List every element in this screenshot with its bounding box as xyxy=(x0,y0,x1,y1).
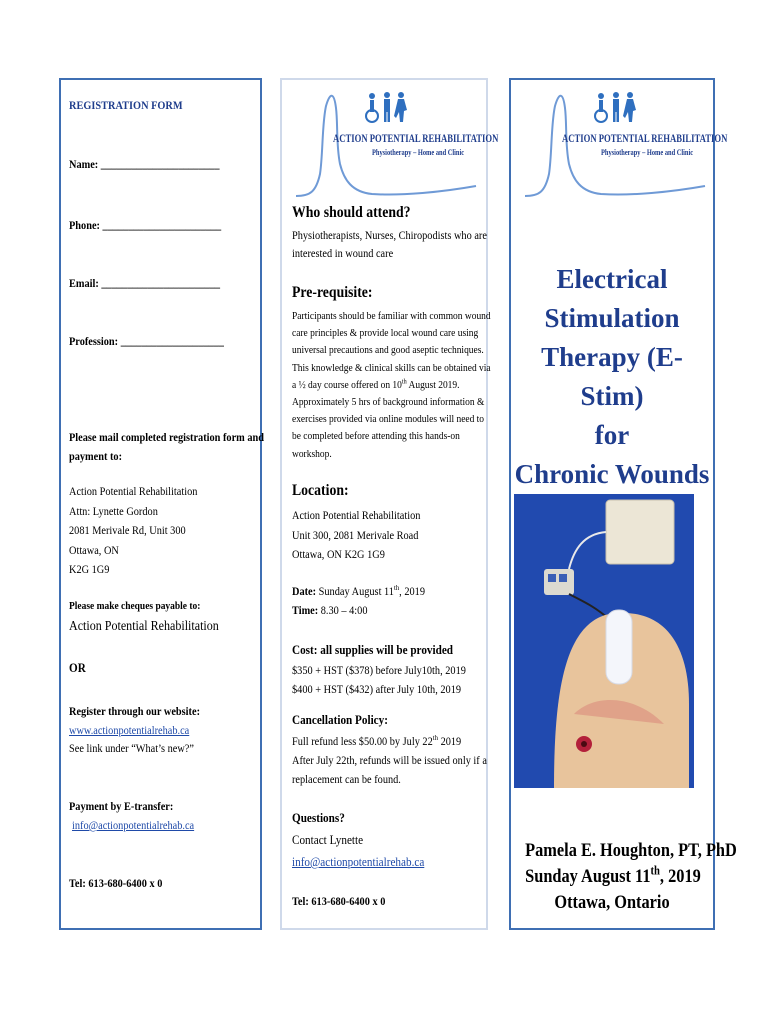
title-line: Chronic Wounds xyxy=(514,459,710,489)
prereq-line: Participants should be familiar with common wound xyxy=(292,310,491,322)
logo-tagline: Physiotherapy – Home and Clinic xyxy=(372,148,465,157)
title-line: for xyxy=(594,420,630,450)
cancel-heading: Cancellation Policy: xyxy=(292,712,388,727)
company-logo xyxy=(292,84,499,202)
cost-heading: Cost: all supplies will be provided xyxy=(292,642,454,657)
name-label: Name: xyxy=(69,157,99,171)
registration-panel xyxy=(59,78,262,930)
email-field[interactable] xyxy=(69,276,220,291)
cancel-line: Full refund less $50.00 by July 22th 2019 xyxy=(292,733,462,748)
tel-text-2: Tel: 613-680-6400 x 0 xyxy=(292,894,386,908)
cancel-text xyxy=(292,732,487,789)
register-label: Register through our website: xyxy=(69,704,201,718)
see-link-text: See link under “What’s new?” xyxy=(69,741,194,755)
mailing-address xyxy=(69,482,197,580)
location-text xyxy=(292,506,420,565)
questions-email-link[interactable]: info@actionpotentialrehab.ca xyxy=(292,854,425,869)
cancel-line: After July 22th, refunds will be issued only if a xyxy=(292,753,487,767)
time-line: Time: 8.30 – 4:00 xyxy=(292,603,368,617)
address-line: Action Potential Rehabilitation xyxy=(69,484,198,498)
presenter-name: Pamela E. Houghton, PT, PhD xyxy=(525,840,737,861)
phone-field[interactable] xyxy=(69,218,221,233)
contact-text: Contact Lynette xyxy=(292,832,364,847)
who-text xyxy=(292,226,487,262)
cancel-line: replacement can be found. xyxy=(292,772,401,786)
who-text-line: interested in wound care xyxy=(292,246,394,260)
mail-instruction xyxy=(69,428,264,466)
phone-blank[interactable]: _______________________ xyxy=(102,218,222,232)
title-line: Stimulation xyxy=(544,303,680,333)
who-text-line: Physiotherapists, Nurses, Chiropodists who are xyxy=(292,228,487,242)
estim-photo xyxy=(514,494,694,788)
mail-instruction-line1: Please mail completed registration form and xyxy=(69,430,264,444)
address-line: 2081 Merivale Rd, Unit 300 xyxy=(69,523,186,537)
date-line: Date: Sunday August 11th, 2019 xyxy=(292,583,425,598)
tel-text: Tel: 613-680-6400 x 0 xyxy=(69,876,163,890)
prereq-line: workshop. xyxy=(292,447,332,460)
name-blank[interactable]: _______________________ xyxy=(100,157,220,171)
location-heading: Location: xyxy=(292,482,349,499)
profession-label: Profession: xyxy=(69,334,119,348)
prereq-line: This knowledge & clinical skills can be obtained via xyxy=(292,361,491,374)
email-label: Email: xyxy=(69,276,99,290)
or-text: OR xyxy=(69,660,86,675)
prereq-line: exercises provided via online modules will need to xyxy=(292,413,485,426)
logo-tagline: Physiotherapy – Home and Clinic xyxy=(601,148,694,157)
email-blank[interactable]: _______________________ xyxy=(101,276,221,290)
address-line: K2G 1G9 xyxy=(69,562,110,576)
mail-instruction-line2: payment to: xyxy=(69,449,123,463)
cost-line: $350 + HST ($378) before July10th, 2019 xyxy=(292,663,466,677)
brochure-title xyxy=(511,260,713,494)
prereq-heading: Pre-requisite: xyxy=(292,284,373,301)
logo-brand: ACTION POTENTIAL REHABILITATION xyxy=(333,131,499,145)
etransfer-label: Payment by E-transfer: xyxy=(69,799,174,813)
cheques-label: Please make cheques payable to: xyxy=(69,600,201,612)
address-line: Attn: Lynette Gordon xyxy=(69,503,158,518)
date-time xyxy=(292,582,425,620)
prereq-course-line: a ½ day course offered on 10th August 2019. xyxy=(292,377,460,391)
who-heading: Who should attend? xyxy=(292,204,411,221)
questions-heading: Questions? xyxy=(292,810,345,825)
phone-label: Phone: xyxy=(69,218,100,232)
prereq-line: Approximately 5 hrs of background information & xyxy=(292,396,485,409)
company-logo-cover xyxy=(521,84,728,202)
prereq-line: care principles & provide local wound care using xyxy=(292,327,479,340)
cheques-payee: Action Potential Rehabilitation xyxy=(69,619,219,634)
estim-photo-image xyxy=(514,494,694,788)
details-panel xyxy=(280,78,499,930)
name-field[interactable] xyxy=(69,157,219,172)
etransfer-email-link[interactable]: info@actionpotentialrehab.ca xyxy=(72,818,195,832)
logo-brand: ACTION POTENTIAL REHABILITATION xyxy=(562,131,728,145)
profession-field[interactable] xyxy=(69,334,224,349)
profession-blank[interactable]: ____________________ xyxy=(120,334,224,348)
event-date: Sunday August 11th, 2019 xyxy=(525,863,701,887)
prereq-line: universal precautions and good aseptic techniques. xyxy=(292,344,484,357)
location-line: Unit 300, 2081 Merivale Road xyxy=(292,527,419,542)
title-line: Therapy (E-Stim) xyxy=(541,342,683,411)
cover-panel xyxy=(509,78,737,930)
cost-line: $400 + HST ($432) after July 10th, 2019 xyxy=(292,682,462,696)
form-title: REGISTRATION FORM xyxy=(69,98,183,112)
location-line: Action Potential Rehabilitation xyxy=(292,508,421,522)
prereq-line: be completed before attending this hands-on xyxy=(292,430,460,443)
address-line: Ottawa, ON xyxy=(69,542,119,557)
presenter-block xyxy=(511,838,737,916)
title-line: Electrical xyxy=(556,264,668,294)
location-line: Ottawa, ON K2G 1G9 xyxy=(292,547,385,561)
prereq-text xyxy=(292,308,491,463)
website-link[interactable]: www.actionpotentialrehab.ca xyxy=(69,723,190,737)
event-place: Ottawa, Ontario xyxy=(554,892,670,913)
cost-text xyxy=(292,661,466,699)
